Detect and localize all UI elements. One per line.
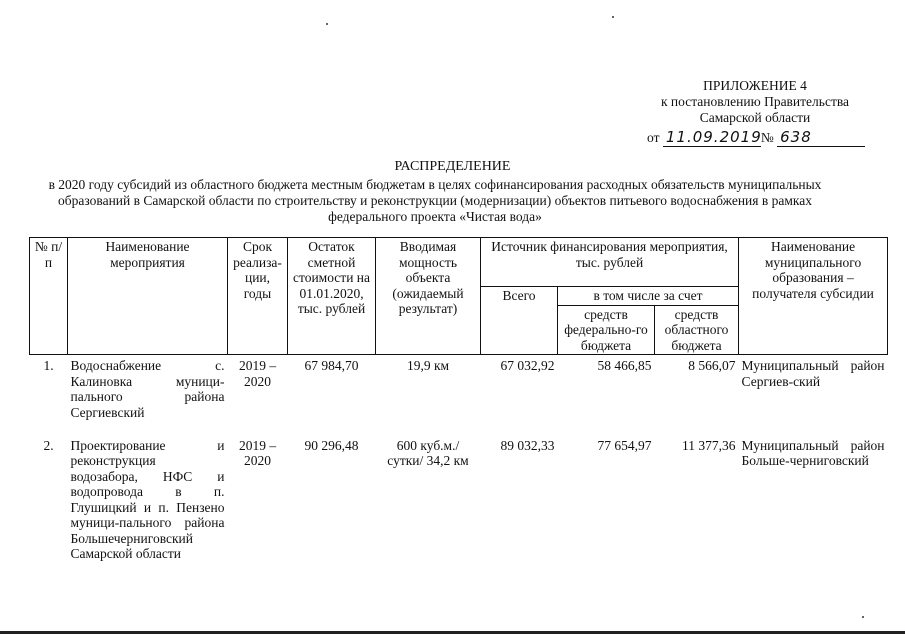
row-num: 2. xyxy=(43,437,54,453)
header-source: Источник финансирования мероприятия, тыс. рублей xyxy=(481,238,739,287)
row-recipient: Муниципальный район Больше-черниговский xyxy=(741,437,885,468)
resolution-date-row xyxy=(647,128,865,147)
row-recipient: Муниципальный район Сергиев-ский xyxy=(741,358,885,389)
header-row-1 xyxy=(30,238,888,287)
header-term: Срок реализа-ции, годы xyxy=(228,238,288,355)
row-capacity: 19,9 км xyxy=(406,358,450,373)
scan-bottom-edge xyxy=(0,631,905,634)
header-regional: средств областного бюджета xyxy=(655,305,739,355)
scan-speck xyxy=(862,616,864,618)
handwritten-date: 11.09.2019 xyxy=(663,128,761,147)
table-row xyxy=(30,355,888,435)
from-prefix: от xyxy=(647,130,660,145)
row-remainder: 90 296,48 xyxy=(304,437,359,453)
row-name: Проектирование и реконструкция водозабора, НФС и водопровода в п. Глушицкий и п. Пензено муници-пального района Большечерниговский Самарской области xyxy=(70,437,225,561)
number-prefix: № xyxy=(760,130,774,145)
scan-speck xyxy=(612,16,614,18)
header-federal: средств федерально-го бюджета xyxy=(558,305,655,355)
document-title: РАСПРЕДЕЛЕНИЕ xyxy=(394,159,511,174)
row-federal: 58 466,85 xyxy=(597,358,652,373)
row-total: 67 032,92 xyxy=(500,358,555,373)
row-remainder: 67 984,70 xyxy=(304,358,359,373)
row-regional: 11 377,36 xyxy=(682,437,736,453)
appendix-block xyxy=(590,78,905,126)
row-total: 89 032,33 xyxy=(500,437,555,453)
header-remainder: Остаток сметной стоимости на 01.01.2020, тыс. рублей xyxy=(288,238,376,355)
header-including: в том числе за счет xyxy=(558,287,739,306)
row-capacity: 600 куб.м./ сутки/ 34,2 км xyxy=(387,437,469,468)
appendix-resolution: к постановлению Правительства xyxy=(660,94,850,109)
header-num: № п/п xyxy=(30,238,68,355)
row-term: 2019 – 2020 xyxy=(238,437,277,468)
table-row xyxy=(30,435,888,564)
row-regional: 8 566,07 xyxy=(688,358,736,373)
row-num: 1. xyxy=(43,358,54,373)
row-federal: 77 654,97 xyxy=(597,437,652,453)
scan-speck xyxy=(326,23,328,25)
row-name: Водоснабжение с. Калиновка муници-пального района Сергиевский xyxy=(70,358,225,420)
appendix-label: ПРИЛОЖЕНИЕ 4 xyxy=(703,78,807,93)
subsidy-distribution-table xyxy=(29,237,888,564)
handwritten-number: 638 xyxy=(777,128,865,147)
header-recipient: Наименование муниципального образования – получателя субсидии xyxy=(739,238,888,355)
header-total: Всего xyxy=(481,287,558,355)
document-subtitle: в 2020 году субсидий из областного бюджета местным бюджетам в целях софинансирования расходных обязательств муниципальных образований в Самарской области по строительству и реконструкции (модернизации) объектов питьевого водоснабжения в рамках федерального проекта «Чистая вода» xyxy=(48,177,822,224)
appendix-region: Самарской области xyxy=(699,110,811,125)
header-name: Наименование мероприятия xyxy=(68,238,228,355)
row-term: 2019 – 2020 xyxy=(238,358,277,389)
header-capacity: Вводимая мощность объекта (ожидаемый результат) xyxy=(376,238,481,355)
